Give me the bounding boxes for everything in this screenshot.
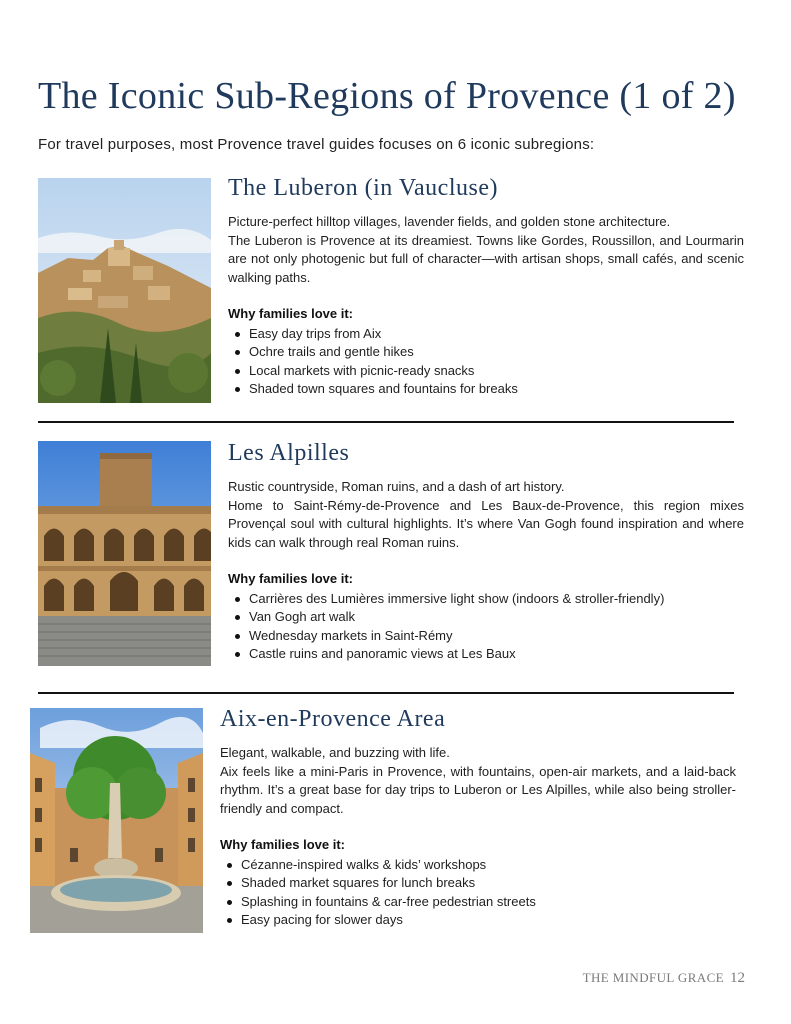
section-divider (38, 421, 734, 423)
aix-photo (30, 708, 203, 933)
footer-brand: THE MINDFUL GRACE (582, 970, 724, 985)
list-item: Shaded town squares and fountains for breaks (249, 380, 744, 399)
section-title: Aix-en-Provence Area (220, 706, 446, 732)
list-item: Ochre trails and gentle hikes (249, 343, 744, 362)
list-item: Wednesday markets in Saint-Rémy (249, 627, 744, 646)
alpilles-photo (38, 441, 211, 666)
bullet-list (228, 325, 744, 399)
luberon-photo (38, 178, 211, 403)
section-tagline: Rustic countryside, Roman ruins, and a dash of art history. (228, 479, 565, 494)
list-item: Cézanne-inspired walks & kids’ workshops (241, 856, 736, 875)
list-item: Splashing in fountains & car-free pedestrian streets (241, 893, 736, 912)
why-families-label: Why families love it: (228, 306, 353, 321)
bullet-list (228, 590, 744, 664)
section-title: Les Alpilles (228, 440, 350, 466)
list-item: Castle ruins and panoramic views at Les Baux (249, 645, 744, 664)
luberon-section (228, 175, 744, 399)
section-tagline: Elegant, walkable, and buzzing with life. (220, 745, 450, 760)
page-number: 12 (730, 970, 745, 986)
section-description: The Luberon is Provence at its dreamiest. Towns like Gordes, Roussillon, and Lourmarin are not only photogenic but full of character—with artisan shops, small cafés, and scenic walking paths. (228, 232, 744, 285)
page-title: The Iconic Sub-Regions of Provence (1 of 2) (38, 75, 736, 117)
list-item: Shaded market squares for lunch breaks (241, 874, 736, 893)
list-item: Van Gogh art walk (249, 608, 744, 627)
section-title: The Luberon (in Vaucluse) (228, 175, 498, 201)
intro-text: For travel purposes, most Provence travel guides focuses on 6 iconic subregions: (38, 136, 595, 153)
list-item: Local markets with picnic-ready snacks (249, 362, 744, 381)
section-tagline: Picture-perfect hilltop villages, lavender fields, and golden stone architecture. (228, 214, 671, 229)
list-item: Easy pacing for slower days (241, 911, 736, 930)
why-families-label: Why families love it: (220, 837, 345, 852)
section-description: Home to Saint-Rémy-de-Provence and Les Baux-de-Provence, this region mixes Provençal soul with cultural highlights. It’s where Van Gogh found inspiration and where kids can walk through real Roman ruins. (228, 497, 744, 550)
list-item: Carrières des Lumières immersive light show (indoors & stroller-friendly) (249, 590, 744, 609)
aix-section (220, 706, 736, 930)
list-item: Easy day trips from Aix (249, 325, 744, 344)
bullet-list (220, 856, 736, 930)
why-families-label: Why families love it: (228, 571, 353, 586)
section-description: Aix feels like a mini-Paris in Provence, with fountains, open-air markets, and a laid-back rhythm. It’s a great base for day trips to Luberon or Les Alpilles, while also being stroller-friendly and compact. (220, 763, 736, 816)
alpilles-section (228, 440, 744, 664)
section-divider (38, 692, 734, 694)
page-footer (583, 970, 745, 987)
